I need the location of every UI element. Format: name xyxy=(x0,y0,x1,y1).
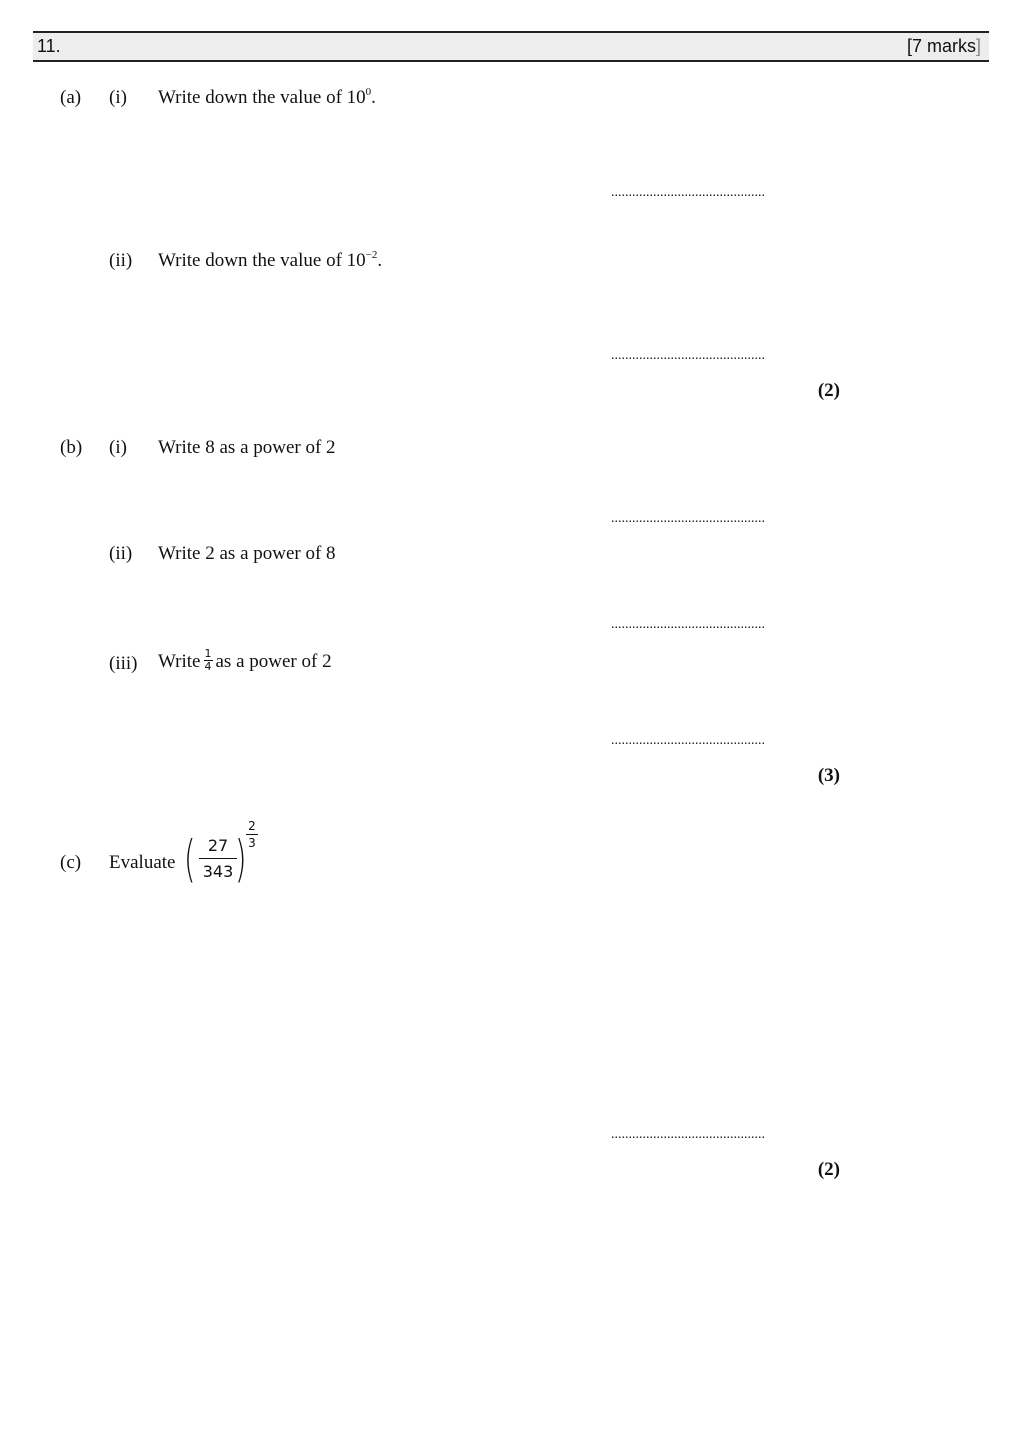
part-a-i-exponent: 0 xyxy=(365,86,372,98)
exponent-denominator: 3 xyxy=(248,836,256,850)
exponent-fraction xyxy=(246,820,258,849)
part-a-ii-exponent: −2 xyxy=(365,249,378,261)
marks-bracket: ] xyxy=(975,36,981,56)
base-denominator: 343 xyxy=(202,862,234,881)
part-a-i-question xyxy=(158,88,376,107)
fraction-numerator: 1 xyxy=(204,647,212,661)
part-b-ii-text: Write 2 as a power of 8 xyxy=(158,543,336,564)
part-c-marks: (2) xyxy=(817,1159,840,1180)
part-a-i-suffix: . xyxy=(371,87,376,108)
part-b-iii-text-after: as a power of 2 xyxy=(215,651,332,672)
part-b-label: (b) xyxy=(60,437,83,458)
open-paren: ( xyxy=(183,830,196,888)
question-total-marks xyxy=(907,36,981,57)
close-paren: ) xyxy=(234,830,247,888)
answer-line-a-ii[interactable]: ............................................ xyxy=(611,348,765,363)
answer-line-a-i[interactable]: ............................................ xyxy=(611,185,765,200)
part-a-i-text: Write down the value of 10 xyxy=(158,87,366,108)
marks-text: [7 marks xyxy=(906,36,976,56)
part-a-ii-label: (ii) xyxy=(109,250,133,271)
part-b-i-label: (i) xyxy=(109,437,127,458)
answer-line-c[interactable]: ............................................ xyxy=(611,1127,765,1142)
base-fraction xyxy=(199,838,237,880)
fraction-power-expression xyxy=(184,820,274,890)
part-a-ii-question xyxy=(158,251,382,270)
part-a-label: (a) xyxy=(60,87,82,108)
answer-line-b-ii[interactable]: ............................................ xyxy=(611,617,765,632)
part-b-ii-label: (ii) xyxy=(109,543,133,564)
part-c-label: (c) xyxy=(60,852,82,873)
question-number: 11. xyxy=(37,36,61,56)
base-numerator: 27 xyxy=(199,838,237,859)
one-quarter-fraction xyxy=(204,648,213,673)
part-b-iii-question xyxy=(158,647,332,677)
part-a-marks: (2) xyxy=(817,380,840,401)
part-c-text: Evaluate xyxy=(109,852,176,873)
part-b-iii-label: (iii) xyxy=(109,653,138,674)
part-b-i-text: Write 8 as a power of 2 xyxy=(158,437,336,458)
answer-line-b-iii[interactable]: ............................................ xyxy=(611,733,765,748)
answer-line-b-i[interactable]: ............................................ xyxy=(611,511,765,526)
fraction-denominator: 4 xyxy=(204,660,212,674)
part-a-ii-suffix: . xyxy=(377,250,383,271)
part-b-iii-text-before: Write xyxy=(158,651,201,672)
part-a-i-label: (i) xyxy=(109,87,127,108)
question-header xyxy=(33,31,989,62)
exponent-numerator: 2 xyxy=(246,820,258,835)
part-a-ii-text: Write down the value of 10 xyxy=(158,250,366,271)
part-b-marks: (3) xyxy=(817,765,840,786)
